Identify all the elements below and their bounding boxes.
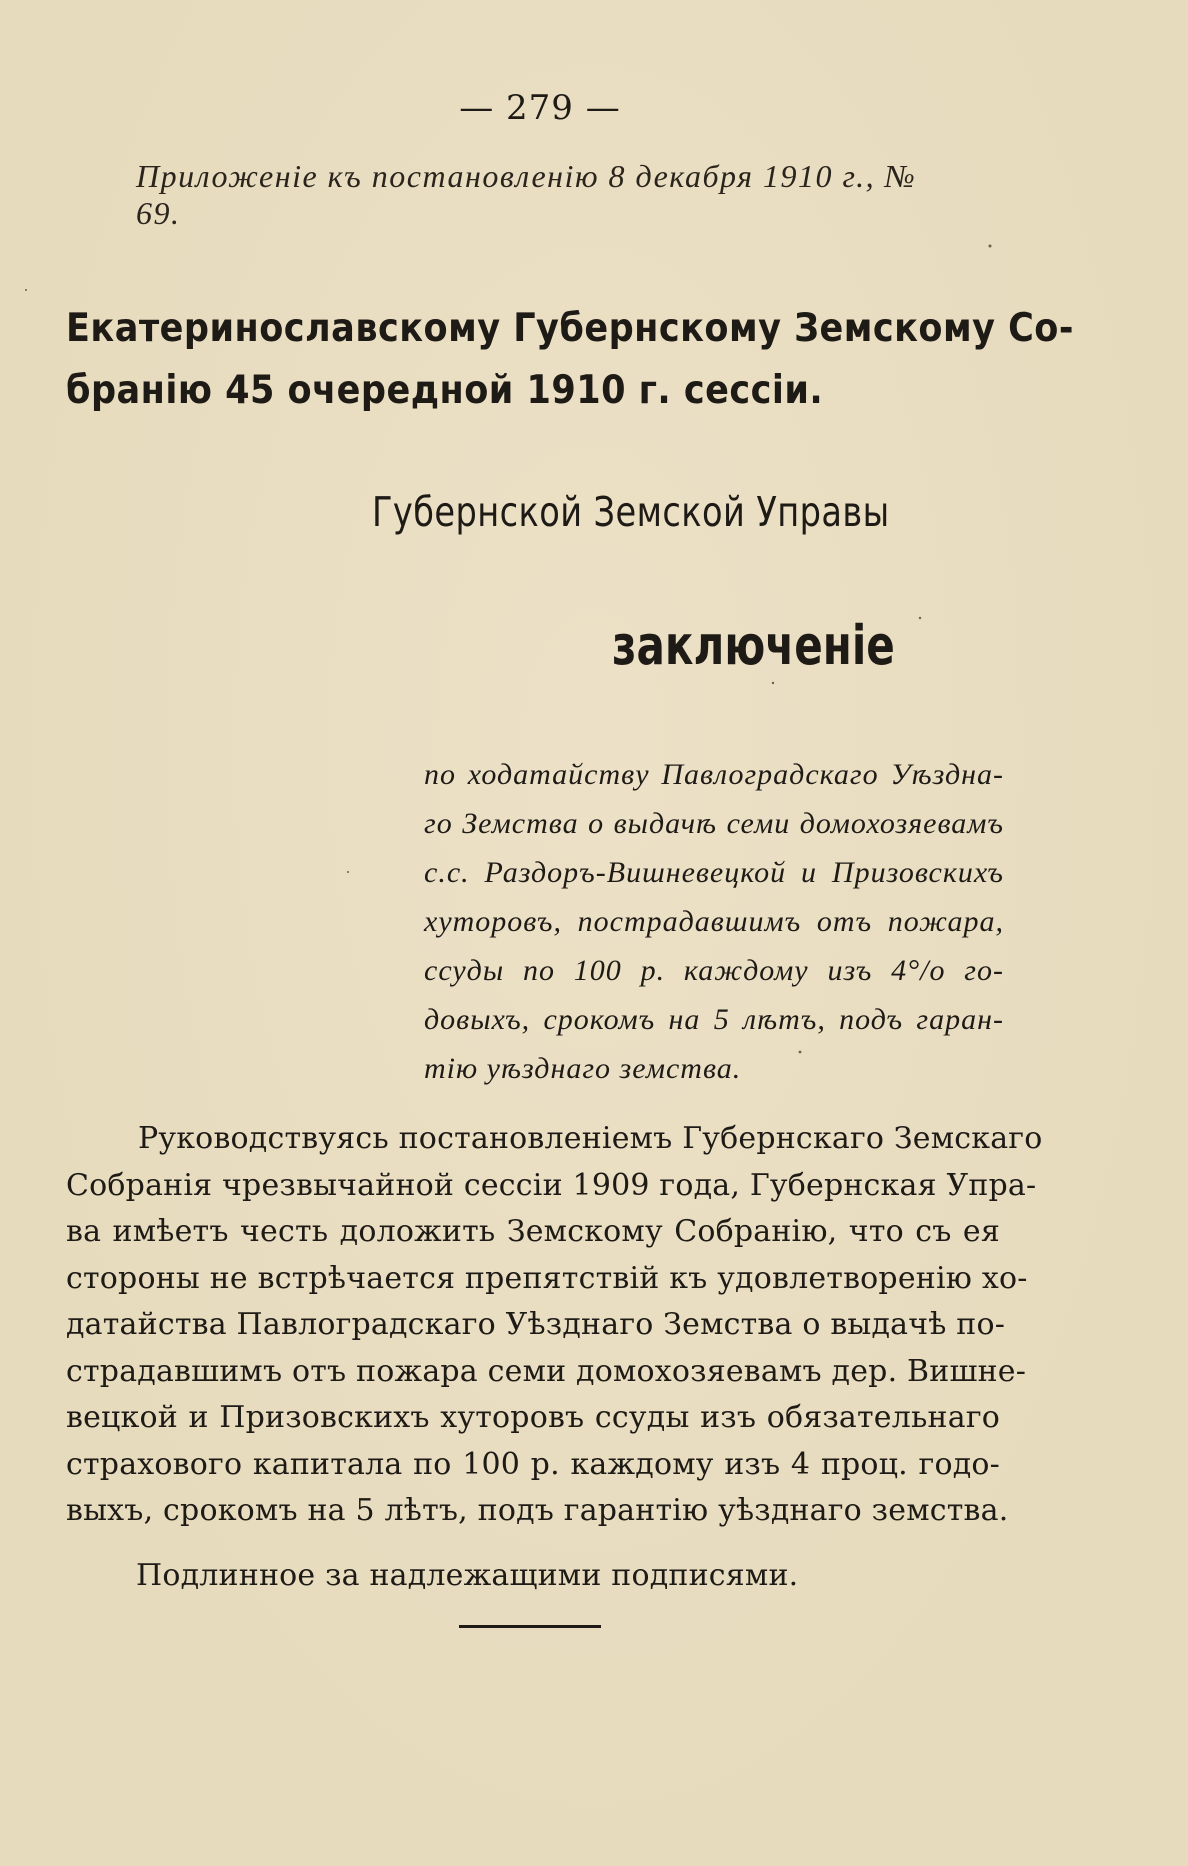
addressee-line: Екатеринославскому Губернскому Земскому Со- <box>66 306 1074 351</box>
addressee-line: бранію 45 очередной 1910 г. сессіи. <box>66 368 824 413</box>
authority-heading: Губернской Земской Управы <box>372 488 890 536</box>
body-line: датайства Павлоградскаго Уѣзднаго Земства о выдачѣ по- <box>66 1307 1006 1342</box>
subject-line: тію уѣзднаго земства. <box>424 1052 742 1085</box>
body-line: страхового капитала по 100 р. каждому изъ 4 проц. годо- <box>66 1446 1000 1482</box>
document-type-title: заключеніе <box>612 614 895 677</box>
subject-line: хуторовъ, пострадавшимъ отъ пожара, <box>424 905 1004 938</box>
paper-speck <box>799 1051 802 1054</box>
subject-line: с.с. Раздоръ-Вишневецкой и Призовскихъ <box>424 856 1004 889</box>
body-line: ва имѣетъ честь доложить Земскому Собранію, что съ ея <box>66 1214 1000 1249</box>
paper-speck <box>25 289 27 291</box>
body-line: выхъ, срокомъ на 5 лѣтъ, подъ гарантію уѣзднаго земства. <box>66 1493 1009 1528</box>
subject-line: ссуды по 100 р. каждому изъ 4°/о го- <box>424 954 1004 987</box>
subject-line: довыхъ, срокомъ на 5 лѣтъ, подъ гаран- <box>424 1003 1004 1036</box>
body-line: стороны не встрѣчается препятствій къ удовлетворенію хо- <box>66 1260 1028 1296</box>
body-line: Собранія чрезвычайной сессіи 1909 года, Губернская Упра- <box>66 1167 1037 1203</box>
subject-line: го Земства о выдачѣ семи домохозяевамъ <box>424 807 1004 840</box>
body-line: Руководствуясь постановленіемъ Губернскаго Земскаго <box>138 1121 1043 1156</box>
paper-speck <box>772 682 774 684</box>
body-line: вецкой и Призовскихъ хуторовъ ссуды изъ обязательнаго <box>66 1400 1000 1435</box>
page-number: — 279 — <box>459 88 621 128</box>
subject-line: по ходатайству Павлоградскаго Уѣздна- <box>424 758 1004 791</box>
paper-speck <box>989 245 992 248</box>
body-line: страдавшимъ отъ пожара семи домохозяевамъ дер. Вишне- <box>66 1353 1027 1389</box>
paper-speck <box>919 617 921 619</box>
paper-speck <box>347 871 349 873</box>
signature-note: Подлинное за надлежащими подписями. <box>136 1558 799 1593</box>
appendix-reference: Приложеніе къ постановленію 8 декабря 1910 г., № 69. <box>136 158 917 231</box>
